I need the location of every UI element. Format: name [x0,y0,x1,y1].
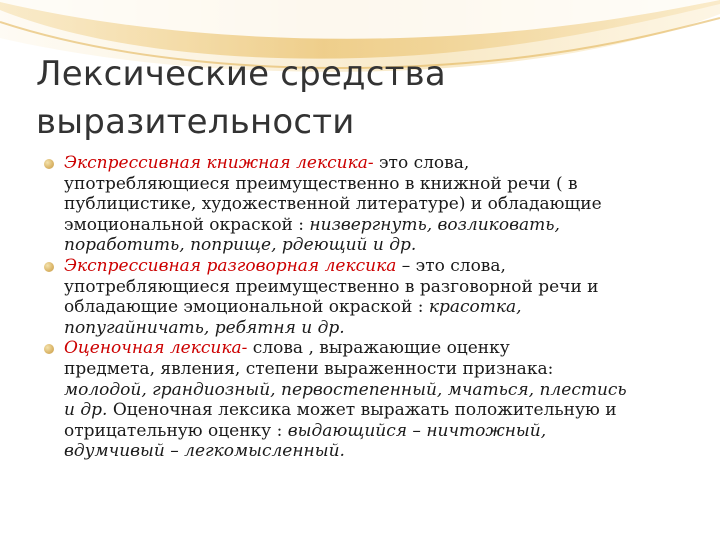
bullet-line [64,400,694,421]
bullet-dot-icon [44,344,54,354]
example-text: низвергнуть, возликовать, [309,214,560,235]
body-text: – это слова, [396,255,506,276]
bullet-dot-icon [44,159,54,169]
slide-title [36,50,676,146]
term-text: Экспрессивная разговорная лексика [64,255,397,276]
bullet-item [44,153,694,256]
body-text: эмоциональной окраской : [64,214,310,235]
bullet-item [44,256,694,338]
example-text: вдумчивый – легкомысленный. [64,441,345,462]
example-text: выдающийся – ничтожный, [287,420,547,441]
bullet-line [64,380,694,401]
body-text: употребляющиеся преимущественно в книжной речи ( в [64,173,578,194]
slide-title-line-1: Лексические средства [36,54,446,94]
term-text: Оценочная лексика- [64,338,248,359]
bullet-line [64,256,694,277]
bullet-line [64,153,694,174]
bullet-line [64,215,694,236]
bullet-line [64,421,694,442]
bullet-line [64,359,694,380]
bullet-line [64,235,694,256]
body-text: обладающие эмоциональной окраской : [64,297,429,318]
bullet-dot-icon [44,262,54,272]
bullet-line [64,194,694,215]
example-text: красотка, [428,297,522,318]
bullet-line [64,297,694,318]
example-text: попугайничать, ребятня и др. [64,317,345,338]
body-text: употребляющиеся преимущественно в разговорной речи и [64,276,599,297]
bullet-line [64,338,694,359]
term-text: Экспрессивная книжная лексика- [64,153,374,173]
bullet-line [64,318,694,339]
body-text: это слова, [373,153,470,173]
body-text: публицистике, художественной литературе) и обладающие [64,194,602,215]
bullet-line [64,174,694,195]
example-text: молодой, грандиозный, первостепенный, мчаться, плестись [64,379,627,400]
body-text: Оценочная лексика может выражать положительную и [107,400,617,421]
slide-title-line-2: выразительности [36,102,355,142]
bullet-item [44,338,694,462]
bullet-list [44,153,694,462]
body-text: отрицательную оценку : [64,420,288,441]
body-text: слова , выражающие оценку [247,338,510,359]
body-text: предмета, явления, степени выраженности признака: [64,358,554,379]
example-text: и др. [64,400,108,421]
bullet-line [64,277,694,298]
example-text: поработить, поприще, рдеющий и др. [64,235,417,256]
bullet-line [64,441,694,462]
